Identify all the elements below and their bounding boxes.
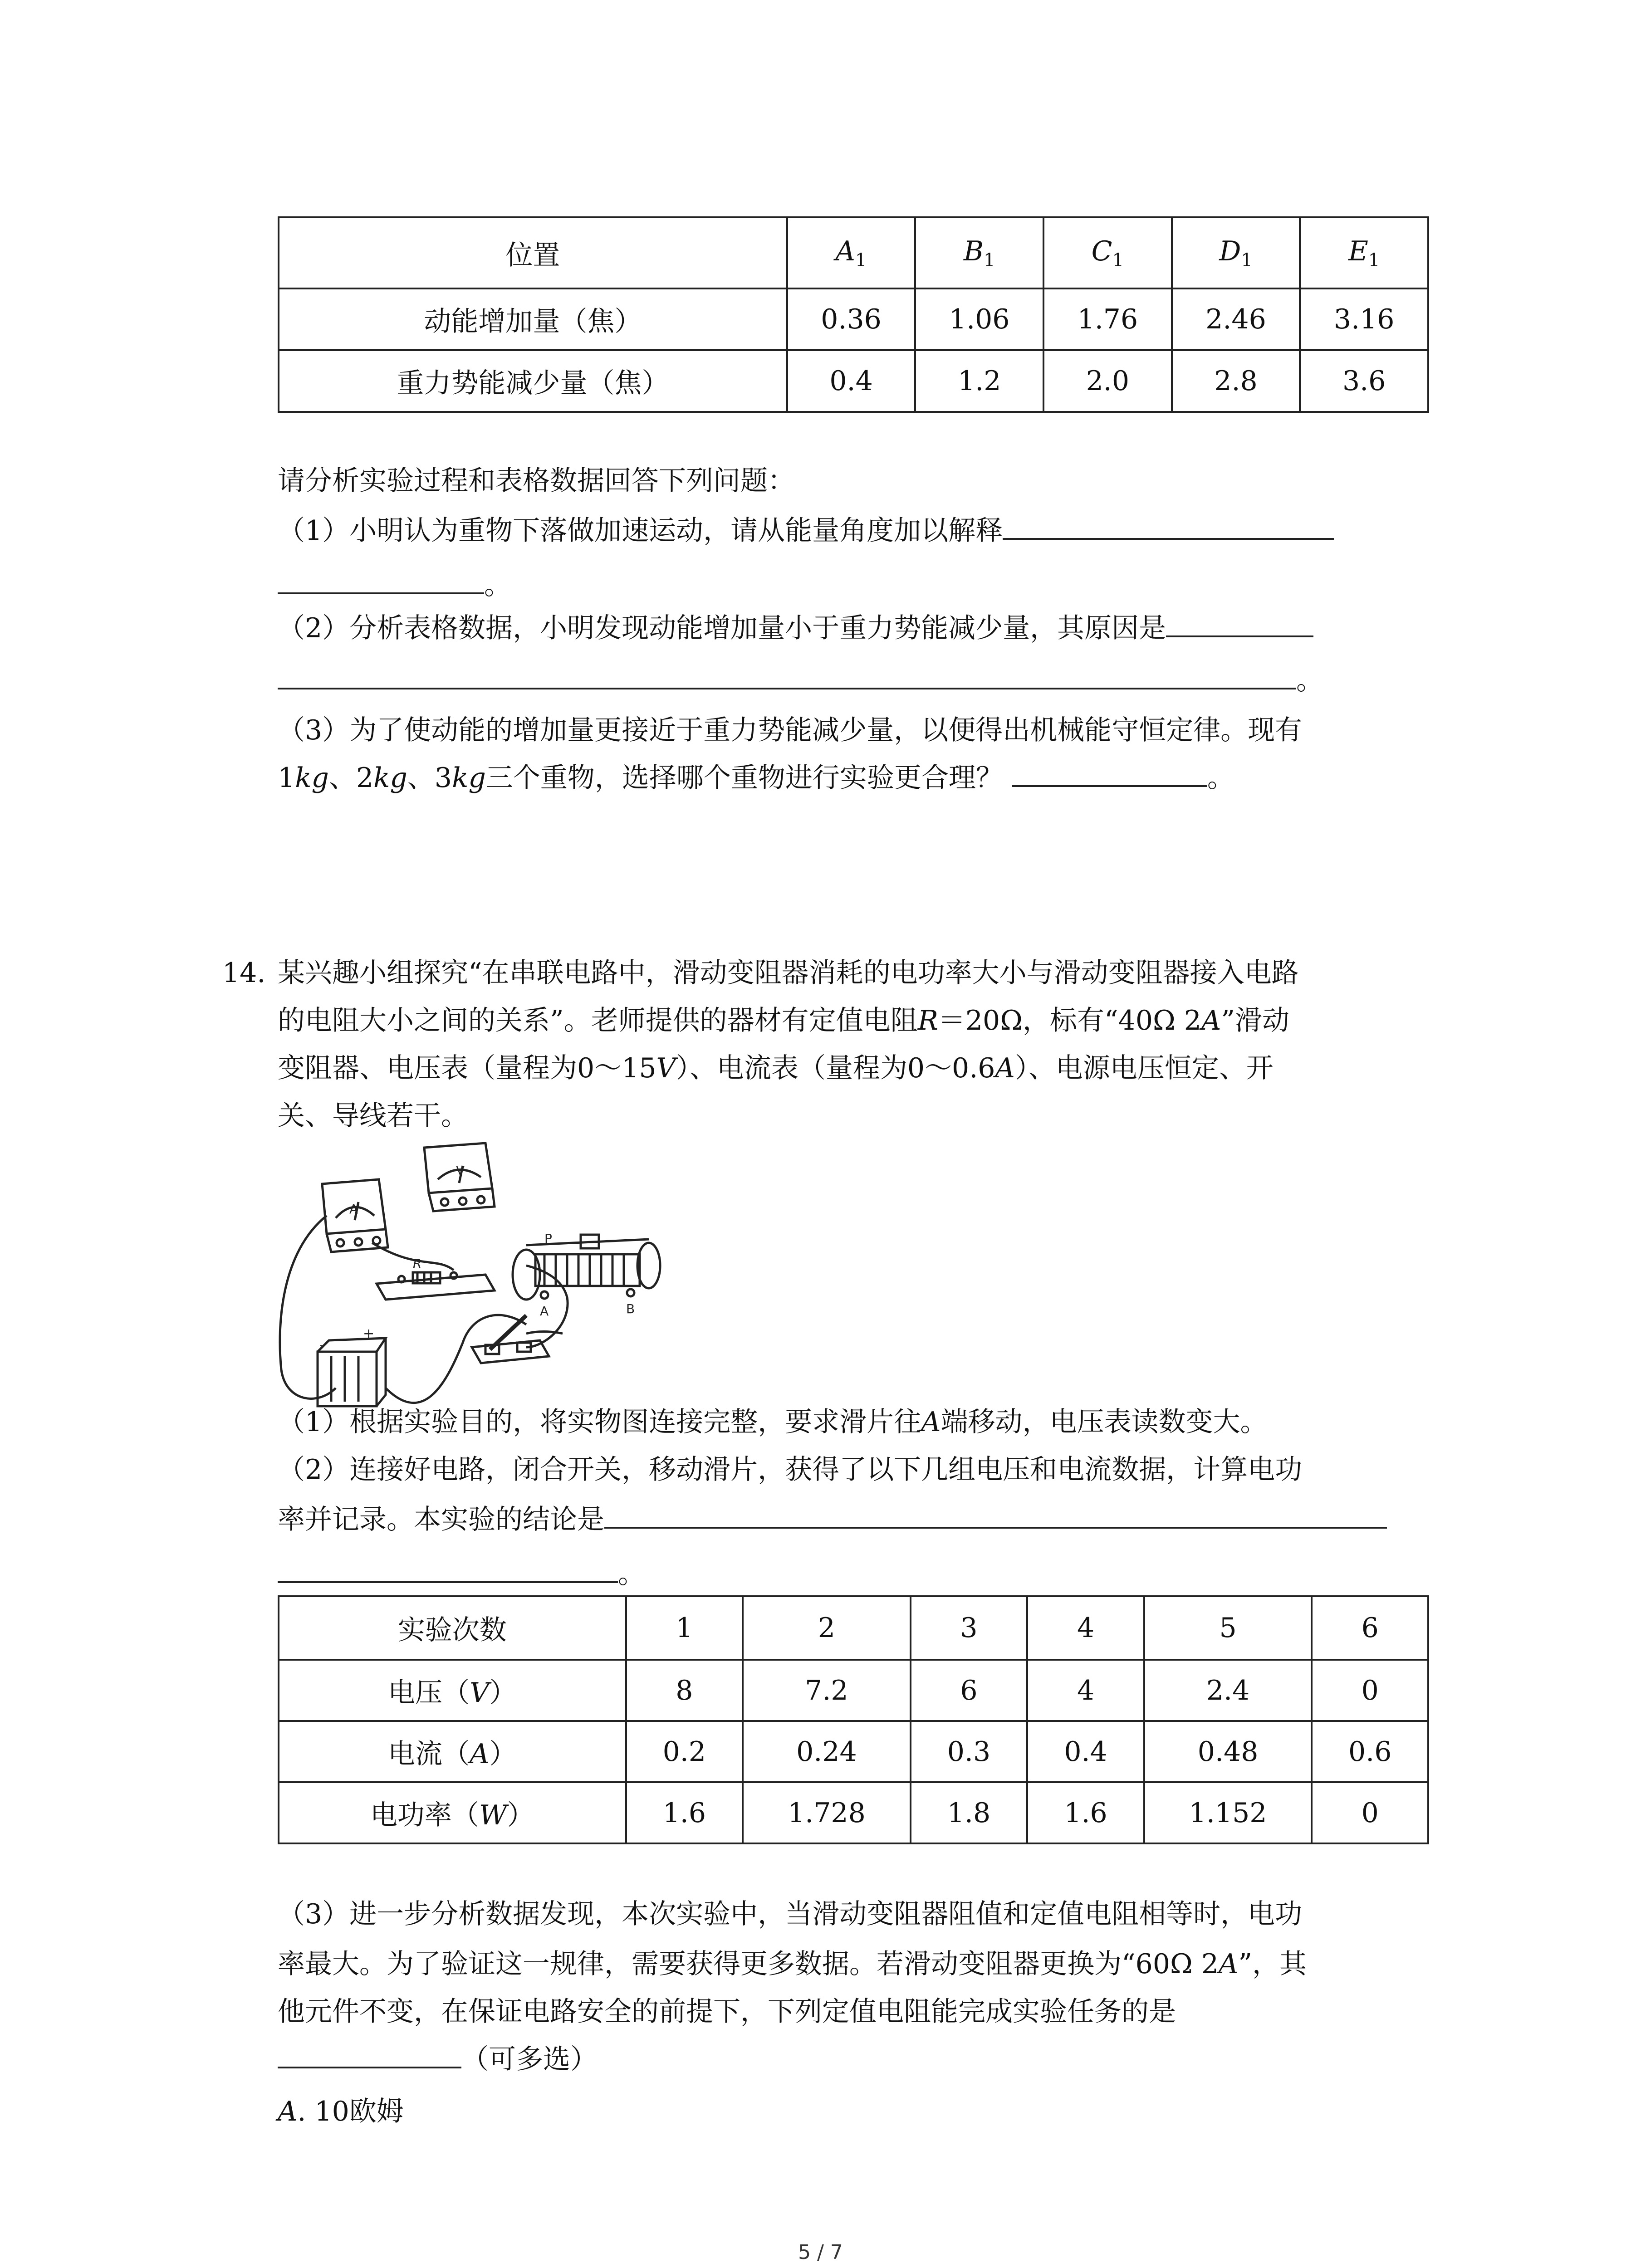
answer-blank[interactable] [278, 2040, 461, 2068]
answer-blank[interactable] [1166, 609, 1313, 637]
table-cell: 3.16 [1300, 288, 1428, 350]
row-label: 电压（V） [279, 1660, 626, 1721]
q13-sub2-cont: 。 [278, 658, 1323, 703]
table-cell: 1.2 [915, 350, 1043, 412]
q14-sub3-line2: 率最大。为了验证这一规律，需要获得更多数据。若滑动变阻器更换为“60Ω 2A”，其 [278, 1948, 1307, 1980]
power-table [278, 1595, 1429, 1844]
q14-sub3-line3: 他元件不变，在保证电路安全的前提下，下列定值电阻能完成实验任务的是 [278, 1996, 1176, 2028]
table-cell: 0 [1312, 1660, 1428, 1721]
q14-line1: 某兴趣小组探究“在串联电路中，滑动变阻器消耗的电功率大小与滑动变阻器接入电路 [278, 957, 1299, 989]
q13-sub2: （2）分析表格数据，小明发现动能增加量小于重力势能减少量，其原因是 [278, 606, 1313, 651]
answer-blank[interactable] [278, 566, 484, 594]
energy-table [278, 216, 1429, 413]
answer-blank[interactable] [1012, 759, 1207, 787]
end-a-label: A [540, 1304, 549, 1319]
q13-sub3-cont: 1kg、2kg、3kg三个重物，选择哪个重物进行实验更合理？ 。 [278, 755, 1234, 801]
table-cell: 0.24 [743, 1721, 911, 1782]
header-cell: 1 [626, 1596, 743, 1660]
table-cell: 2.4 [1144, 1660, 1312, 1721]
table-row [279, 350, 1428, 412]
header-cell: $E_1$ [1300, 217, 1428, 288]
q14-sub3-line4: （可多选） [278, 2037, 598, 2082]
header-cell: 6 [1312, 1596, 1428, 1660]
q14-line3: 变阻器、电压表（量程为0～15V）、电流表（量程为0～0.6A）、电源电压恒定、开 [278, 1052, 1274, 1084]
table-cell: 0.2 [626, 1721, 743, 1782]
q14-sub3: （3）进一步分析数据发现，本次实验中，当滑动变阻器阻值和定值电阻相等时，电功 [278, 1898, 1303, 1930]
header-cell: $C_1$ [1043, 217, 1172, 288]
table-header-row [279, 217, 1428, 288]
slider-label: P [544, 1231, 552, 1246]
answer-blank[interactable] [278, 1555, 618, 1583]
table-cell: 8 [626, 1660, 743, 1721]
end-b-label: B [626, 1301, 635, 1316]
table-cell: 1.6 [1027, 1782, 1144, 1843]
table-header-row [279, 1596, 1428, 1660]
circuit-figure [272, 1134, 662, 1415]
row-label: 电流（A） [279, 1721, 626, 1782]
table-cell: 2.46 [1172, 288, 1300, 350]
header-cell: $D_1$ [1172, 217, 1300, 288]
row-label: 动能增加量（焦） [279, 288, 787, 350]
table-cell: 0 [1312, 1782, 1428, 1843]
table-cell: 4 [1027, 1660, 1144, 1721]
table-cell: 2.8 [1172, 350, 1300, 412]
q13-sub1: （1）小明认为重物下落做加速运动，请从能量角度加以解释 [278, 508, 1334, 553]
header-cell: 4 [1027, 1596, 1144, 1660]
q14-sub2-line3: 。 [278, 1551, 645, 1597]
svg-text:-: - [319, 1337, 324, 1353]
table-row [279, 1782, 1428, 1843]
q14-line4: 关、导线若干。 [278, 1100, 468, 1132]
header-cell: 3 [911, 1596, 1028, 1660]
table-cell: 0.36 [787, 288, 916, 350]
answer-blank[interactable] [278, 661, 1296, 689]
header-cell: 2 [743, 1596, 911, 1660]
row-label: 电功率（W） [279, 1782, 626, 1843]
table-row [279, 1721, 1428, 1782]
q14-sub2-line2: 率并记录。本实验的结论是 [278, 1497, 1387, 1542]
table-cell: 1.8 [911, 1782, 1028, 1843]
answer-blank[interactable] [1003, 512, 1334, 540]
q14-line2: 的电阻大小之间的关系”。老师提供的器材有定值电阻R＝20Ω，标有“40Ω 2A”滑动 [278, 1005, 1290, 1036]
page-number: 5 / 7 [798, 2241, 843, 2264]
option-a[interactable]: A. 10欧姆 [278, 2096, 404, 2127]
voltmeter-label: V [456, 1163, 465, 1178]
table-cell: 1.6 [626, 1782, 743, 1843]
q13-sub1-cont: 。 [278, 562, 511, 608]
q14-sub1: （1）根据实验目的，将实物图连接完整，要求滑片往A端移动，电压表读数变大。 [278, 1406, 1268, 1438]
table-cell: 1.152 [1144, 1782, 1312, 1843]
table-cell: 1.728 [743, 1782, 911, 1843]
question-number: 14. [222, 957, 266, 989]
table-cell: 7.2 [743, 1660, 911, 1721]
resistor-label: R [413, 1256, 422, 1271]
table-cell: 1.76 [1043, 288, 1172, 350]
table-cell: 0.4 [1027, 1721, 1144, 1782]
table-row [279, 1660, 1428, 1721]
table-cell: 2.0 [1043, 350, 1172, 412]
q14-sub2: （2）连接好电路，闭合开关，移动滑片，获得了以下几组电压和电流数据，计算电功 [278, 1454, 1303, 1486]
header-cell: 实验次数 [279, 1596, 626, 1660]
table-cell: 1.06 [915, 288, 1043, 350]
table-cell: 0.3 [911, 1721, 1028, 1782]
answer-blank[interactable] [604, 1501, 1387, 1529]
svg-text:+: + [363, 1326, 375, 1342]
header-cell: 5 [1144, 1596, 1312, 1660]
table-cell: 0.6 [1312, 1721, 1428, 1782]
q13-intro: 请分析实验过程和表格数据回答下列问题： [278, 465, 795, 497]
header-cell: 位置 [279, 217, 787, 288]
row-label: 重力势能减少量（焦） [279, 350, 787, 412]
table-cell: 6 [911, 1660, 1028, 1721]
table-cell: 0.48 [1144, 1721, 1312, 1782]
q13-sub3: （3）为了使动能的增加量更接近于重力势能减少量，以便得出机械能守恒定律。现有 [278, 714, 1303, 746]
header-cell: $A_1$ [787, 217, 916, 288]
header-cell: $B_1$ [915, 217, 1043, 288]
table-cell: 0.4 [787, 350, 916, 412]
ammeter-label: A [349, 1202, 358, 1217]
table-cell: 3.6 [1300, 350, 1428, 412]
table-row [279, 288, 1428, 350]
